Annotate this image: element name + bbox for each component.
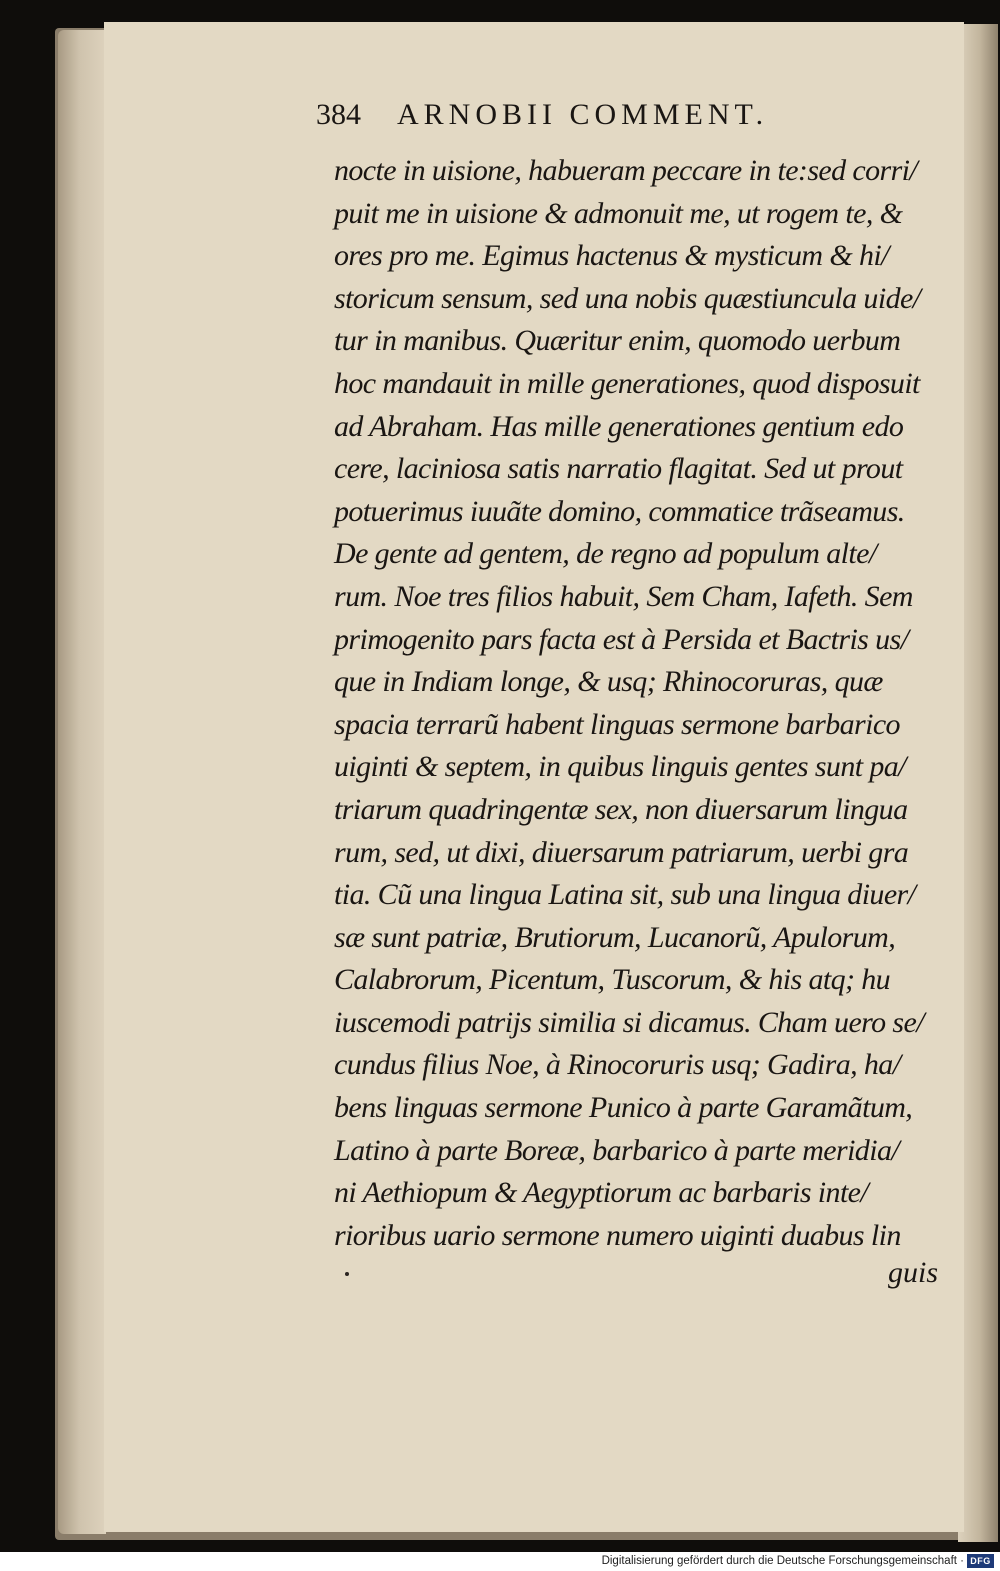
text-line: que in Indiam longe, & usq; Rhinocoruras, quæ: [334, 665, 883, 699]
running-title: ARNOBII COMMENT.: [397, 98, 769, 131]
text-line: tia. Cũ una lingua Latina sit, sub una lingua diuer/: [334, 878, 916, 912]
page-edge-left: [58, 30, 106, 1534]
text-line: primogenito pars facta est à Persida et Bactris us/: [334, 622, 909, 656]
text-line: Latino à parte Boreæ, barbarico à parte meridia/: [334, 1133, 900, 1167]
text-line: ores pro me. Egimus hactenus & mysticum & hi/: [334, 239, 889, 273]
text-line: rioribus uario sermone numero uiginti duabus lin: [334, 1218, 901, 1252]
text-line: tur in manibus. Quæritur enim, quomodo uerbum: [334, 324, 901, 358]
page-number: 384: [316, 98, 361, 131]
text-line: rum. Noe tres filios habuit, Sem Cham, Iafeth. Sem: [334, 579, 913, 613]
text-line: cundus filius Noe, à Rinocoruris usq; Gadira, ha/: [334, 1048, 901, 1082]
text-line: rum, sed, ut dixi, diuersarum patriarum, uerbi gra: [334, 835, 909, 869]
page-header: [316, 98, 916, 142]
text-line: nocte in uisione, habueram peccare in te:sed corri/: [334, 154, 918, 187]
page-edge-right: [958, 24, 998, 1542]
text-line: iuscemodi patrijs similia si dicamus. Cham uero se/: [334, 1005, 924, 1039]
text-line: ni Aethiopum & Aegyptiorum ac barbaris inte/: [334, 1176, 869, 1210]
text-line: bens linguas sermone Punico à parte Garamãtum,: [334, 1091, 913, 1125]
dfg-logo: DFG: [967, 1554, 994, 1568]
text-body: [334, 150, 964, 1257]
funding-credit: Digitalisierung gefördert durch die Deutsche Forschungsgemeinschaft ·: [601, 1555, 964, 1567]
text-line: De gente ad gentem, de regno ad populum alte/: [334, 537, 877, 571]
ink-speck: [345, 1272, 349, 1276]
catchword: guis: [888, 1256, 939, 1289]
text-line: storicum sensum, sed una nobis quæstiuncula uide/: [334, 281, 921, 315]
text-line: potuerimus iuuãte domino, commatice trãseamus.: [334, 494, 905, 528]
text-line: uiginti & septem, in quibus linguis gentes sunt pa/: [334, 750, 906, 784]
text-line: puit me in uisione & admonuit me, ut rogem te, &: [334, 196, 903, 230]
text-line: triarum quadringentæ sex, non diuersarum lingua: [334, 792, 908, 826]
text-line: hoc mandauit in mille generationes, quod disposuit: [334, 366, 920, 400]
text-line: cere, laciniosa satis narratio flagitat. Sed ut prout: [334, 452, 903, 486]
text-line: Calabrorum, Picentum, Tuscorum, & his atq; hu: [334, 963, 891, 997]
text-line: spacia terrarũ habent linguas sermone barbarico: [334, 707, 900, 741]
text-line: sæ sunt patriæ, Brutiorum, Lucanorũ, Apulorum,: [334, 920, 896, 954]
text-line: ad Abraham. Has mille generationes gentium edo: [334, 409, 904, 443]
